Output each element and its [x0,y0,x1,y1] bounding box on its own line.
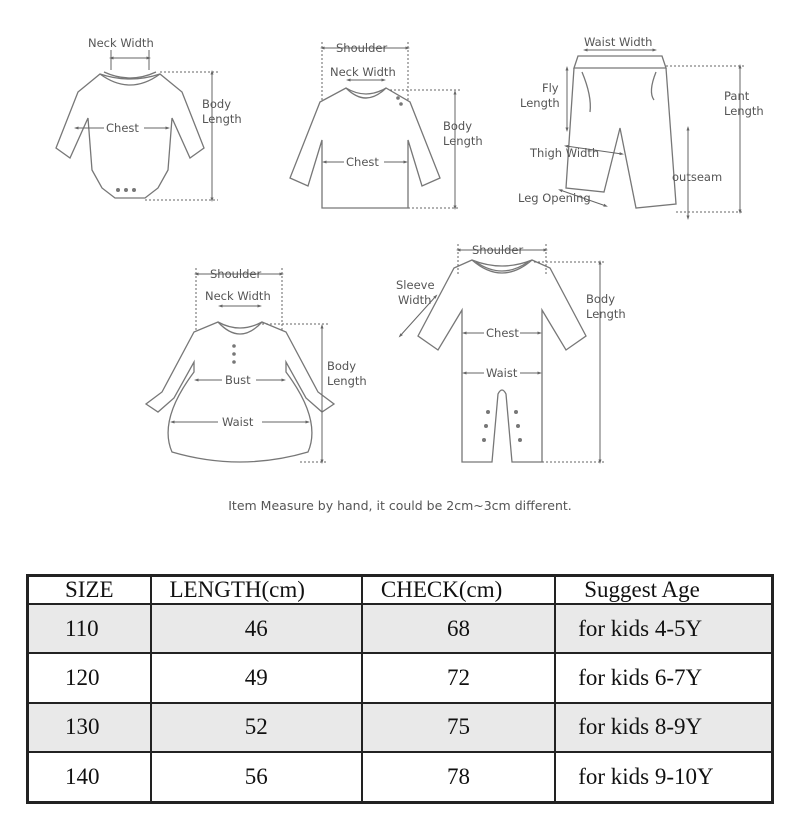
cell-check: 72 [362,653,555,702]
size-chart-table [26,574,774,804]
pants-pant-length-label-2: Length [724,104,764,118]
table-row [28,752,773,802]
column-header-size: SIZE [28,576,151,605]
dress-body-length-label-1: Body [327,359,357,373]
shirt-body-length-label-2: Length [443,134,483,148]
cell-suggest-age: for kids 6-7Y [555,653,772,702]
dress-neck-width-label: Neck Width [205,289,271,303]
bodysuit-body-length-label-2: Length [202,112,242,126]
pants-fly-length-label-2: Length [520,96,560,110]
pants-outseam-label: outseam [672,170,723,184]
cell-size: 110 [28,604,151,653]
cell-length: 46 [151,604,362,653]
romper-waist-label: Waist [486,366,518,380]
dress-waist-label: Waist [222,415,254,429]
column-header-length: LENGTH(cm) [151,576,362,605]
cell-suggest-age: for kids 9-10Y [555,752,772,802]
cell-size: 130 [28,703,151,752]
romper-chest-label: Chest [486,326,519,340]
pants-leg-opening-label: Leg Opening [518,191,591,205]
bodysuit-body-length-label-1: Body [202,97,232,111]
column-header-check: CHECK(cm) [362,576,555,605]
shirt-neck-width-label: Neck Width [330,65,396,79]
cell-length: 52 [151,703,362,752]
column-header-suggest-age: Suggest Age [555,576,772,605]
cell-check: 75 [362,703,555,752]
dress-bust-label: Bust [225,373,251,387]
pants-waist-width-label: Waist Width [584,35,653,49]
cell-size: 140 [28,752,151,802]
cell-length: 49 [151,653,362,702]
cell-suggest-age: for kids 8-9Y [555,703,772,752]
cell-length: 56 [151,752,362,802]
pants-fly-length-label-1: Fly [542,81,559,95]
cell-check: 68 [362,604,555,653]
romper-body-length-label-2: Length [586,307,626,321]
shirt-body-length-label-1: Body [443,119,473,133]
shirt-shoulder-label: Shoulder [336,41,388,55]
shirt-chest-label: Chest [346,155,379,169]
table-row [28,703,773,752]
dress-shoulder-label: Shoulder [210,267,262,281]
table-header-row [28,576,773,605]
measurement-note: Item Measure by hand, it could be 2cm~3cm different. [228,498,572,513]
romper-shoulder-label: Shoulder [472,243,524,257]
romper-sleeve-width-label-1: Sleeve [396,278,435,292]
cell-check: 78 [362,752,555,802]
pants-pant-length-label-1: Pant [724,89,750,103]
romper-sleeve-width-label-2: Width [398,293,432,307]
cell-suggest-age: for kids 4-5Y [555,604,772,653]
bodysuit-chest-label: Chest [106,121,139,135]
pants-thigh-width-label: Thigh Width [530,146,600,160]
bodysuit-neck-width-label: Neck Width [88,36,154,50]
table-row [28,653,773,702]
romper-diagram [400,244,606,462]
romper-body-length-label-1: Body [586,292,616,306]
cell-size: 120 [28,653,151,702]
dress-body-length-label-2: Length [327,374,367,388]
table-row [28,604,773,653]
